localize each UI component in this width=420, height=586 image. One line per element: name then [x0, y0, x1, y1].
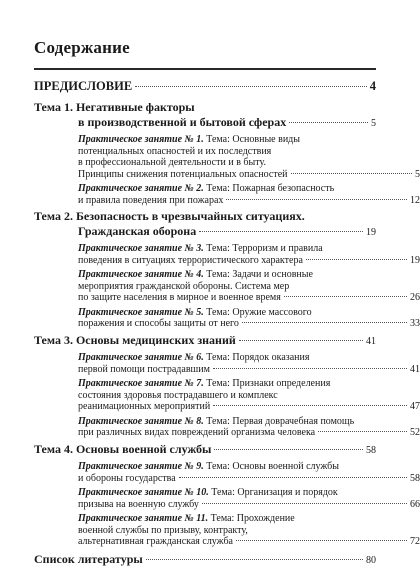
lesson-label: Практическое занятие № 3.	[78, 243, 204, 254]
dot-leader	[202, 503, 407, 504]
toc-line	[78, 364, 420, 376]
lesson-text: Тема: Признаки определения	[206, 378, 331, 389]
toc-line	[78, 390, 420, 402]
lesson-text: потенциальных опасностей и их последствия	[78, 145, 272, 157]
dot-leader	[146, 559, 363, 560]
toc-entry-lesson	[34, 378, 420, 413]
toc-line	[78, 157, 420, 169]
lesson-text: при различных видах повреждений организма человека	[78, 427, 316, 438]
lesson-text: Тема: Первая доврачебная помощь	[206, 415, 355, 427]
dot-leader	[213, 405, 407, 406]
lesson-label: Практическое занятие № 4.	[78, 269, 204, 280]
toc-line	[78, 536, 420, 548]
toc-line	[78, 307, 420, 319]
toc-entry-topic	[34, 442, 376, 459]
lesson-label: Практическое занятие № 9.	[78, 461, 204, 472]
lesson-text: первой помощи пострадавшим	[78, 363, 210, 375]
lesson-text: Тема: Организация и порядок	[211, 487, 338, 498]
toc-entry-lesson	[34, 416, 420, 439]
page-number: 19	[410, 254, 420, 266]
page-number: 12	[410, 194, 420, 206]
toc-line	[78, 427, 420, 439]
toc-line	[78, 146, 420, 158]
lesson-text: в профессиональной деятельности и в быту.	[78, 157, 266, 168]
page-number: 80	[366, 554, 376, 566]
lesson-label: Практическое занятие № 11.	[78, 513, 209, 524]
lesson-label: Практическое занятие № 10.	[78, 487, 209, 498]
title-rule	[34, 68, 376, 70]
toc-line	[78, 195, 420, 207]
page-number: 58	[366, 444, 376, 456]
toc-line	[78, 318, 420, 330]
toc-line	[34, 100, 376, 115]
page-number: 33	[410, 318, 420, 329]
dot-leader	[135, 86, 367, 87]
topic-title-cont: Гражданская оборона	[78, 223, 197, 238]
page-number: 66	[410, 498, 420, 510]
toc-line	[78, 255, 420, 267]
toc-line	[78, 352, 420, 364]
lesson-label: Практическое занятие № 7.	[78, 378, 204, 389]
lesson-text: Тема: Пожарная безопасность	[206, 183, 335, 194]
dot-leader	[289, 122, 368, 123]
page-number: 72	[410, 536, 420, 547]
toc-line	[78, 525, 420, 537]
toc-line	[78, 487, 420, 499]
dot-leader	[284, 296, 407, 297]
toc-line	[78, 169, 420, 181]
toc-entry-preface	[34, 79, 376, 94]
toc-entry-lesson	[34, 461, 420, 484]
toc-entry-topic	[34, 209, 376, 240]
lesson-text: реанимационных мероприятий	[78, 401, 211, 412]
page-number: 5	[415, 168, 420, 180]
page-number: 26	[410, 292, 420, 303]
topic-title: Тема 1. Негативные факторы	[34, 100, 195, 114]
dot-leader	[318, 431, 407, 432]
dot-leader	[199, 231, 363, 232]
entry-title: ПРЕДИСЛОВИЕ	[34, 79, 133, 93]
lesson-label: Практическое занятие № 8.	[78, 415, 204, 427]
lesson-text: альтернативная гражданская служба	[78, 536, 233, 547]
lesson-label: Практическое занятие № 2.	[78, 183, 204, 194]
page-title: Содержание	[34, 38, 130, 57]
topic-title: Тема 4. Основы военной службы	[34, 441, 212, 456]
page-number: 47	[410, 401, 420, 412]
dot-leader	[306, 259, 407, 260]
lesson-text: и правила поведения при пожарах	[78, 194, 224, 206]
toc-entry-lesson	[34, 134, 420, 180]
lesson-text: поведения в ситуациях террористического характера	[78, 254, 303, 266]
lesson-label: Практическое занятие № 6.	[78, 352, 204, 363]
toc-line	[78, 183, 420, 195]
lesson-text: Тема: Оружие массового	[206, 306, 312, 318]
lesson-text: Тема: Порядок оказания	[206, 352, 310, 363]
page-number: 41	[366, 335, 376, 347]
lesson-text: Тема: Основные виды	[206, 134, 300, 145]
toc-line	[78, 499, 420, 511]
lesson-text: Тема: Прохождение	[210, 513, 295, 524]
lesson-label: Практическое занятие № 1.	[78, 134, 204, 145]
toc-line	[78, 461, 420, 473]
toc-entry-lesson	[34, 269, 420, 304]
lesson-text: Тема: Терроризм и правила	[206, 243, 323, 254]
lesson-text: поражения и способы защиты от него	[78, 318, 239, 329]
toc-line	[34, 79, 376, 94]
page-number: 4	[369, 79, 376, 93]
toc-entry-lesson	[34, 183, 420, 206]
toc-entries	[34, 79, 420, 568]
lesson-text: Тема: Основы военной службы	[206, 461, 339, 472]
lesson-text: призыва на военную службу	[78, 498, 199, 510]
lesson-text: по защите населения в мирное и военное время	[78, 292, 281, 303]
toc-line	[78, 292, 420, 304]
toc-line	[34, 115, 376, 132]
topic-title: Тема 2. Безопасность в чрезвычайных ситуациях.	[34, 209, 305, 223]
toc-line	[78, 269, 420, 281]
toc-line	[78, 473, 420, 485]
toc-line	[34, 209, 376, 224]
dot-leader	[291, 173, 412, 174]
toc-entry-lesson	[34, 352, 420, 375]
page-number: 5	[371, 117, 376, 129]
toc-line	[78, 378, 420, 390]
toc-line	[34, 333, 376, 350]
toc-entry-lesson	[34, 487, 420, 510]
toc-line	[34, 442, 376, 459]
toc-line	[78, 416, 420, 428]
toc-entry-lesson	[34, 243, 420, 266]
toc-line	[78, 134, 420, 146]
page-number: 41	[410, 363, 420, 375]
dot-leader	[226, 199, 407, 200]
dot-leader	[214, 449, 363, 450]
topic-title-cont: в производственной и бытовой сферах	[78, 114, 287, 129]
toc-entry-topic	[34, 100, 376, 131]
lesson-text: военной службы по призыву, контракту,	[78, 524, 248, 536]
lesson-text: мероприятия гражданской обороны. Система мер	[78, 280, 290, 292]
toc-entry-lesson	[34, 513, 420, 548]
toc-line	[34, 552, 376, 569]
toc-entry-topic	[34, 333, 376, 350]
toc-line	[78, 513, 420, 525]
lesson-text: и обороны государства	[78, 472, 176, 484]
dot-leader	[239, 340, 363, 341]
page-number: 58	[410, 472, 420, 484]
toc-line	[34, 224, 376, 241]
dot-leader	[242, 322, 407, 323]
page-number: 52	[410, 427, 420, 438]
page-number: 19	[366, 226, 376, 238]
toc-line	[78, 401, 420, 413]
lesson-text: Принципы снижения потенциальных опасностей	[78, 168, 288, 180]
topic-title: Тема 3. Основы медицинских знаний	[34, 332, 236, 347]
toc-line	[78, 243, 420, 255]
dot-leader	[213, 368, 407, 369]
dot-leader	[236, 540, 407, 541]
lesson-text: состояния здоровья пострадавшего и комплекс	[78, 389, 278, 401]
dot-leader	[179, 477, 407, 478]
toc-entry-lesson	[34, 307, 420, 330]
lesson-label: Практическое занятие № 5.	[78, 306, 204, 318]
lesson-text: Тема: Задачи и основные	[206, 269, 313, 280]
toc-line	[78, 281, 420, 293]
entry-title: Список литературы	[34, 551, 143, 566]
toc-entry-bibliography	[34, 552, 376, 569]
